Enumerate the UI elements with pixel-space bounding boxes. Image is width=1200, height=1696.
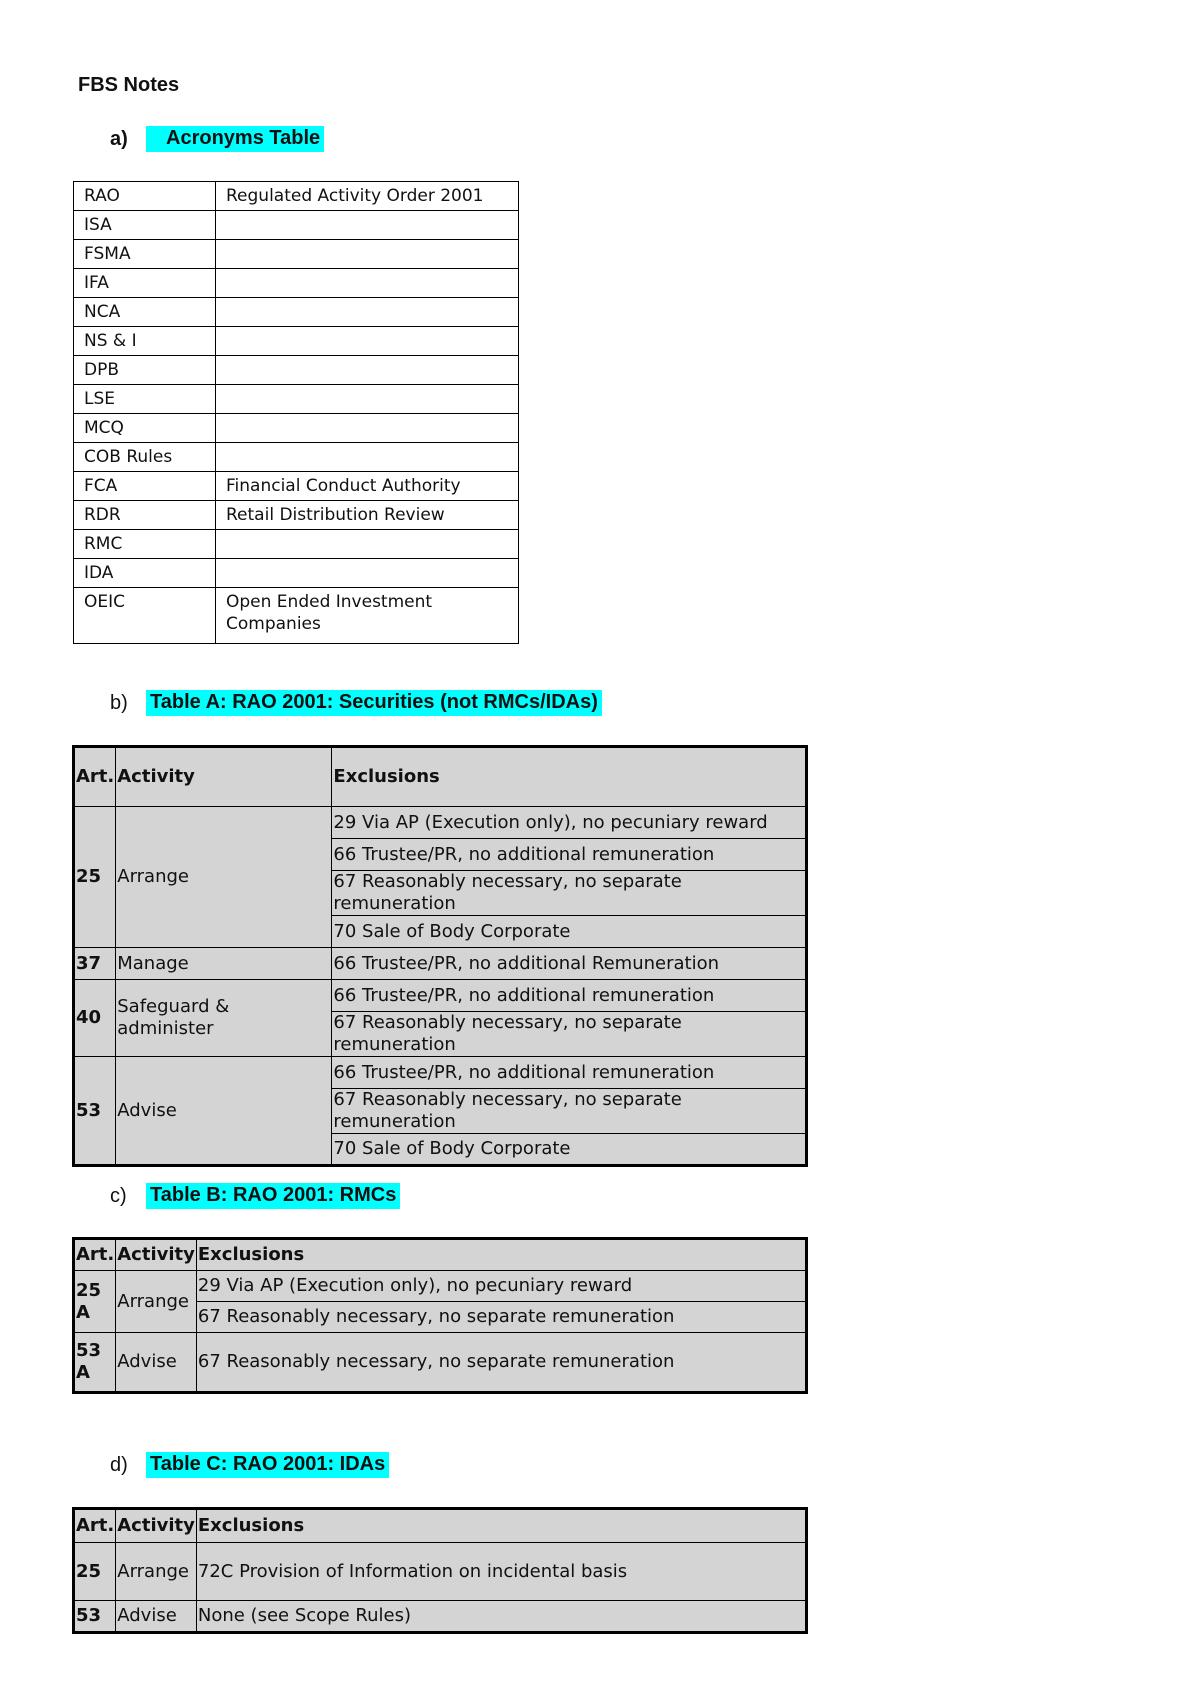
acronym-abbr: MCQ bbox=[74, 414, 216, 443]
exclusion-cell: 70 Sale of Body Corporate bbox=[332, 1134, 807, 1166]
table-a bbox=[72, 745, 808, 1167]
acronyms-table bbox=[73, 181, 519, 644]
exclusion-cell: 72C Provision of Information on incidental basis bbox=[196, 1543, 806, 1601]
section-heading-text: Table B: RAO 2001: RMCs bbox=[146, 1183, 400, 1209]
activity-cell: Manage bbox=[116, 948, 332, 980]
acronym-meaning bbox=[216, 443, 519, 472]
section-b-heading bbox=[110, 690, 602, 716]
acronym-abbr: COB Rules bbox=[74, 443, 216, 472]
section-d-heading bbox=[110, 1452, 389, 1478]
acronym-meaning: Open Ended Investment Companies bbox=[216, 588, 519, 644]
acronym-meaning bbox=[216, 530, 519, 559]
section-heading-text: Table A: RAO 2001: Securities (not RMCs/IDAs) bbox=[146, 690, 602, 716]
acronym-row bbox=[74, 269, 519, 298]
page-title: FBS Notes bbox=[78, 74, 180, 96]
activity-header: Activity bbox=[116, 1509, 197, 1543]
acronym-row bbox=[74, 530, 519, 559]
art-number: 53 bbox=[74, 1601, 116, 1633]
activity-cell: Safeguard & administer bbox=[116, 980, 332, 1057]
acronym-abbr: NCA bbox=[74, 298, 216, 327]
section-letter: d) bbox=[110, 1453, 128, 1476]
acronym-row bbox=[74, 356, 519, 385]
art-header: Art. bbox=[74, 747, 116, 807]
acronym-abbr: LSE bbox=[74, 385, 216, 414]
acronym-row bbox=[74, 472, 519, 501]
acronym-abbr: IFA bbox=[74, 269, 216, 298]
section-letter: c) bbox=[110, 1184, 127, 1207]
table-row bbox=[74, 980, 807, 1012]
exclusion-cell: None (see Scope Rules) bbox=[196, 1601, 806, 1633]
acronym-row bbox=[74, 182, 519, 211]
section-c-heading bbox=[110, 1183, 400, 1209]
acronym-meaning: Financial Conduct Authority bbox=[216, 472, 519, 501]
exclusion-cell: 67 Reasonably necessary, no separate remuneration bbox=[196, 1333, 806, 1393]
table-row bbox=[74, 1601, 807, 1633]
activity-cell: Arrange bbox=[116, 1271, 197, 1333]
acronym-meaning bbox=[216, 414, 519, 443]
art-number: 53 bbox=[74, 1057, 116, 1166]
art-number: 25 A bbox=[74, 1271, 116, 1333]
acronym-row bbox=[74, 385, 519, 414]
exclusion-cell: 67 Reasonably necessary, no separate remuneration bbox=[332, 1089, 807, 1134]
art-number: 37 bbox=[74, 948, 116, 980]
acronym-row bbox=[74, 559, 519, 588]
section-letter: a) bbox=[110, 127, 128, 150]
acronym-abbr: IDA bbox=[74, 559, 216, 588]
activity-cell: Advise bbox=[116, 1601, 197, 1633]
acronym-meaning: Regulated Activity Order 2001 bbox=[216, 182, 519, 211]
table-row bbox=[74, 1271, 807, 1302]
exclusion-cell: 67 Reasonably necessary, no separate remuneration bbox=[196, 1302, 806, 1333]
section-heading-text: Table C: RAO 2001: IDAs bbox=[146, 1452, 389, 1478]
exclusion-cell: 67 Reasonably necessary, no separate remuneration bbox=[332, 1012, 807, 1057]
table-row bbox=[74, 1543, 807, 1601]
acronym-meaning: Retail Distribution Review bbox=[216, 501, 519, 530]
activity-header: Activity bbox=[116, 1239, 197, 1271]
exclusion-cell: 66 Trustee/PR, no additional remuneration bbox=[332, 839, 807, 871]
exclusions-header: Exclusions bbox=[332, 747, 807, 807]
header-row bbox=[74, 1239, 807, 1271]
exclusion-cell: 66 Trustee/PR, no additional remuneration bbox=[332, 980, 807, 1012]
acronym-meaning bbox=[216, 240, 519, 269]
acronym-meaning bbox=[216, 356, 519, 385]
art-number: 25 bbox=[74, 1543, 116, 1601]
acronym-meaning bbox=[216, 298, 519, 327]
acronym-row bbox=[74, 501, 519, 530]
table-b bbox=[72, 1237, 808, 1394]
acronym-abbr: RAO bbox=[74, 182, 216, 211]
activity-cell: Arrange bbox=[116, 807, 332, 948]
art-number: 25 bbox=[74, 807, 116, 948]
art-header: Art. bbox=[74, 1239, 116, 1271]
acronym-row bbox=[74, 211, 519, 240]
art-number: 53 A bbox=[74, 1333, 116, 1393]
acronym-abbr: FCA bbox=[74, 472, 216, 501]
acronym-meaning bbox=[216, 327, 519, 356]
acronym-meaning bbox=[216, 211, 519, 240]
acronym-row bbox=[74, 443, 519, 472]
activity-cell: Advise bbox=[116, 1057, 332, 1166]
table-row bbox=[74, 1333, 807, 1393]
acronym-abbr: FSMA bbox=[74, 240, 216, 269]
table-c bbox=[72, 1507, 808, 1634]
exclusion-cell: 66 Trustee/PR, no additional remuneration bbox=[332, 1057, 807, 1089]
acronym-row bbox=[74, 240, 519, 269]
activity-cell: Arrange bbox=[116, 1543, 197, 1601]
acronym-row bbox=[74, 414, 519, 443]
exclusion-cell: 29 Via AP (Execution only), no pecuniary reward bbox=[196, 1271, 806, 1302]
acronym-abbr: OEIC bbox=[74, 588, 216, 644]
acronym-abbr: RDR bbox=[74, 501, 216, 530]
activity-cell: Advise bbox=[116, 1333, 197, 1393]
section-letter: b) bbox=[110, 691, 128, 714]
acronym-row bbox=[74, 327, 519, 356]
art-header: Art. bbox=[74, 1509, 116, 1543]
activity-header: Activity bbox=[116, 747, 332, 807]
table-row bbox=[74, 948, 807, 980]
acronym-abbr: ISA bbox=[74, 211, 216, 240]
section-a-heading bbox=[110, 126, 324, 152]
acronym-abbr: NS & I bbox=[74, 327, 216, 356]
acronym-abbr: DPB bbox=[74, 356, 216, 385]
header-row bbox=[74, 747, 807, 807]
exclusion-cell: 67 Reasonably necessary, no separate remuneration bbox=[332, 871, 807, 916]
exclusions-header: Exclusions bbox=[196, 1239, 806, 1271]
acronym-meaning bbox=[216, 269, 519, 298]
section-heading-text: Acronyms Table bbox=[146, 126, 324, 152]
acronym-abbr: RMC bbox=[74, 530, 216, 559]
table-row bbox=[74, 807, 807, 839]
table-row bbox=[74, 1057, 807, 1089]
exclusion-cell: 29 Via AP (Execution only), no pecuniary reward bbox=[332, 807, 807, 839]
acronym-row bbox=[74, 588, 519, 644]
exclusion-cell: 70 Sale of Body Corporate bbox=[332, 916, 807, 948]
exclusion-cell: 66 Trustee/PR, no additional Remuneration bbox=[332, 948, 807, 980]
header-row bbox=[74, 1509, 807, 1543]
art-number: 40 bbox=[74, 980, 116, 1057]
exclusions-header: Exclusions bbox=[196, 1509, 806, 1543]
acronym-meaning bbox=[216, 385, 519, 414]
acronym-row bbox=[74, 298, 519, 327]
acronym-meaning bbox=[216, 559, 519, 588]
